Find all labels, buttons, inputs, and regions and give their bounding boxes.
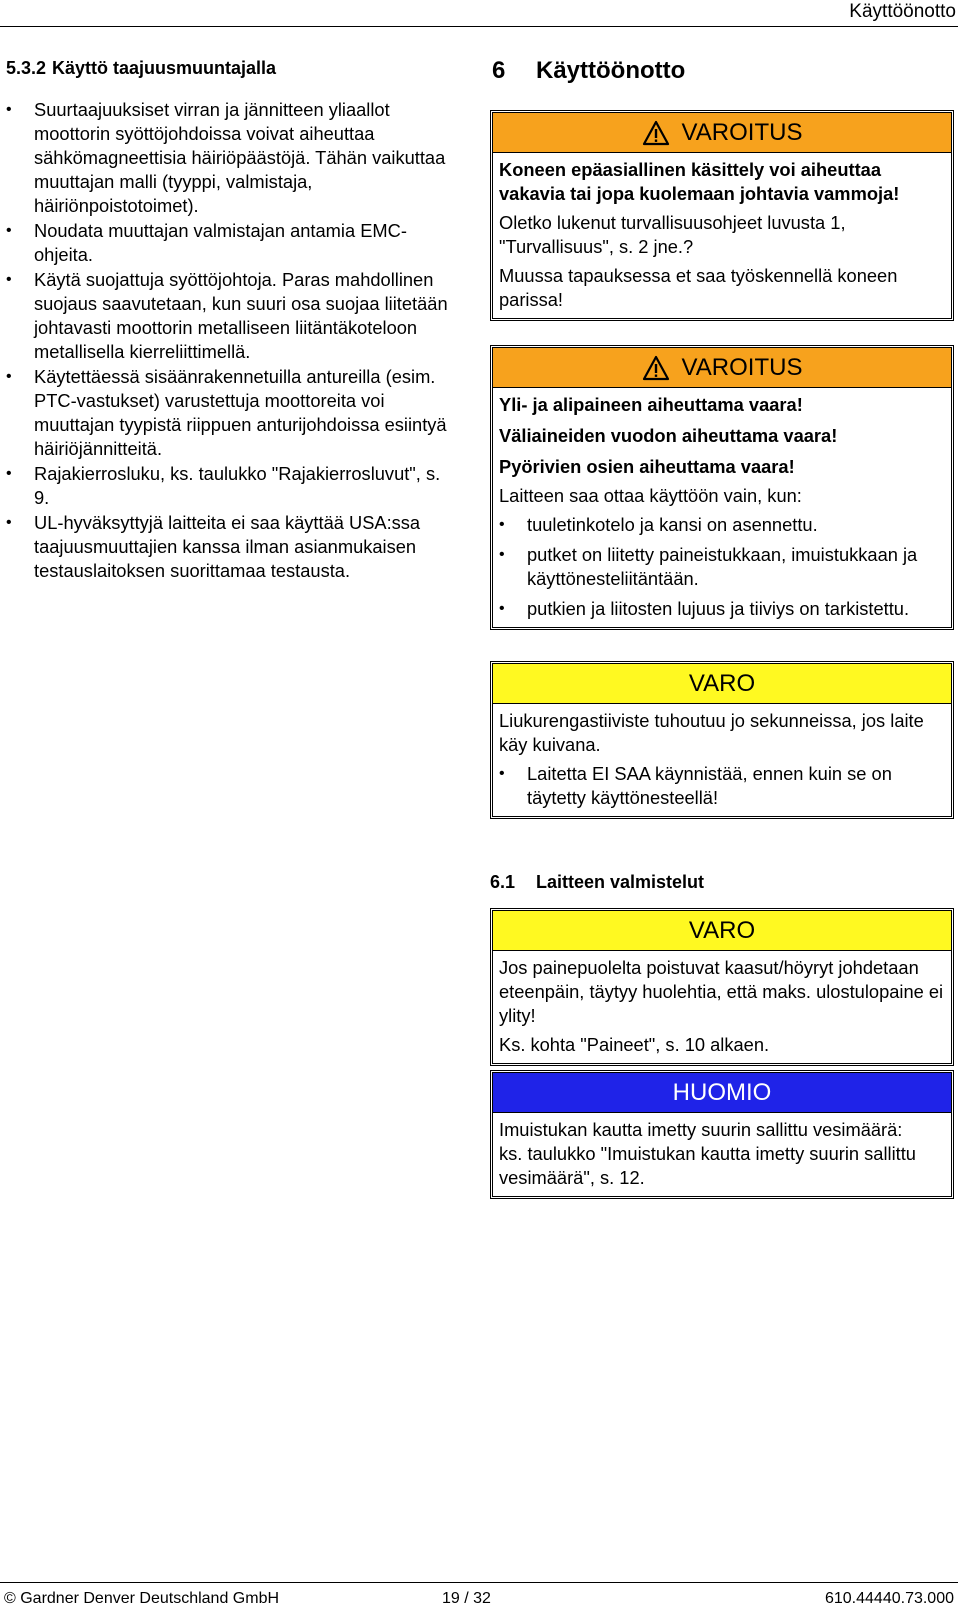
warning-intro: Laitteen saa ottaa käyttöön vain, kun: <box>499 485 802 506</box>
chapter-title: Käyttöönotto <box>536 57 686 84</box>
caution-reference: Ks. kohta "Paineet", s. 10 alkaen. <box>499 1034 770 1055</box>
warning-triangle-icon <box>642 355 670 381</box>
caution-box-pressure <box>490 908 954 1066</box>
caution-banner <box>493 664 951 704</box>
list-item: • Suurtaajuuksiset virran ja jännitteen yliaallot moottorin syöttöjohdoissa voivat aiheuttaa sähkömagneettisia häiriöpäästöjä. Tähän vaikuttaa muuttajan malli (tyyppi, valmistaja, häiriönpoistotoimet). <box>6 98 454 218</box>
subsection-title: Laitteen valmistelut <box>536 872 705 892</box>
footer-document-number: 610.44440.73.000 <box>824 1590 954 1607</box>
section-number: 5.3.2 <box>6 58 47 78</box>
hazard-statement: Yli- ja alipaineen aiheuttama vaara! <box>499 394 803 415</box>
header-rule <box>0 26 958 27</box>
list-item: • Käytettäessä sisäänrakennetuilla antureilla (esim. PTC-vastukset) varustettuja moottoreita voi muuttajan tyypistä riippuen anturijohdoissa esiintyä häiriöjännitteitä. <box>6 365 454 461</box>
list-item: • Rajakierrosluku, ks. taulukko "Rajakierrosluvut", s. 9. <box>6 462 454 510</box>
list-item: • Laitetta EI SAA käynnistää, ennen kuin se on täytetty käyttönesteellä! <box>499 762 945 810</box>
running-title: Käyttöönotto <box>849 1 956 22</box>
warning-statement: Koneen epäasiallinen käsittely voi aiheuttaa vakavia tai jopa kuolemaan johtavia vammoja! <box>499 159 900 204</box>
warning-box-hazards <box>490 345 954 630</box>
list-item: • putkien ja liitosten lujuus ja tiiviys on tarkistettu. <box>499 597 945 621</box>
caution-body <box>493 704 951 816</box>
caution-text: Liukurengastiiviste tuhoutuu jo sekunneissa, jos laite käy kuivana. <box>499 710 924 755</box>
left-column <box>6 58 454 584</box>
warning-text: Muussa tapauksessa et saa työskennellä koneen parissa! <box>499 265 898 310</box>
footer-page-number: 19 / 32 <box>442 1590 491 1607</box>
note-box-water <box>490 1070 954 1199</box>
caution-body <box>493 951 951 1063</box>
warning-triangle-icon <box>642 120 670 146</box>
section-title: Käyttö taajuusmuuntajalla <box>52 58 277 78</box>
warning-label: VAROITUS <box>681 118 803 146</box>
warning-body <box>493 153 951 318</box>
note-banner <box>493 1073 951 1113</box>
caution-banner <box>493 911 951 951</box>
chapter-heading <box>492 57 685 85</box>
list-item: • Käytä suojattuja syöttöjohtoja. Paras mahdollinen suojaus saavutetaan, kun suuri osa suojaa liitetään johtavasti moottorin metalliseen liitäntäkoteloon metallisella kierreliittimellä. <box>6 268 454 364</box>
caution-text: Jos painepuolelta poistuvat kaasut/höyryt johdetaan eteenpäin, täytyy huolehtia, että maks. ulostulopaine ei ylity! <box>499 957 944 1026</box>
note-text: Imuistukan kautta imetty suurin sallittu vesimäärä: <box>499 1119 903 1140</box>
list-item: • UL-hyväksyttyjä laitteita ei saa käyttää USA:ssa taajuusmuuttajien kanssa ilman asianmukaisen testauslaitoksen suorittamaa testausta. <box>6 511 454 583</box>
list-item: • putket on liitetty paineistukkaan, imuistukkaan ja käyttönesteliitäntään. <box>499 543 945 591</box>
list-item: • Noudata muuttajan valmistajan antamia EMC-ohjeita. <box>6 219 454 267</box>
subsection-heading <box>490 872 704 893</box>
warning-banner <box>493 113 951 153</box>
subsection-number: 6.1 <box>490 872 516 892</box>
list-item: • tuuletinkotelo ja kansi on asennettu. <box>499 513 945 537</box>
chapter-number: 6 <box>492 57 506 84</box>
footer-copyright: © Gardner Denver Deutschland GmbH <box>4 1590 280 1607</box>
section-heading <box>6 58 454 79</box>
note-reference: ks. taulukko "Imuistukan kautta imetty suurin sallittu vesimäärä", s. 12. <box>499 1143 916 1188</box>
section-bullet-list <box>6 98 454 583</box>
warning-label: VAROITUS <box>681 353 803 381</box>
caution-box-seal <box>490 661 954 819</box>
warning-box-mishandling <box>490 110 954 321</box>
caution-list <box>499 762 945 810</box>
warning-text: Oletko lukenut turvallisuusohjeet luvusta 1, "Turvallisuus", s. 2 jne.? <box>499 212 846 257</box>
condition-list <box>499 513 945 621</box>
note-body <box>493 1113 951 1196</box>
note-label: HUOMIO <box>672 1078 772 1106</box>
hazard-statement: Väliaineiden vuodon aiheuttama vaara! <box>499 425 838 446</box>
hazard-statement: Pyörivien osien aiheuttama vaara! <box>499 456 795 477</box>
footer-rule <box>0 1582 958 1583</box>
warning-body <box>493 388 951 627</box>
caution-label: VARO <box>688 669 756 697</box>
caution-label: VARO <box>688 916 756 944</box>
warning-banner <box>493 348 951 388</box>
